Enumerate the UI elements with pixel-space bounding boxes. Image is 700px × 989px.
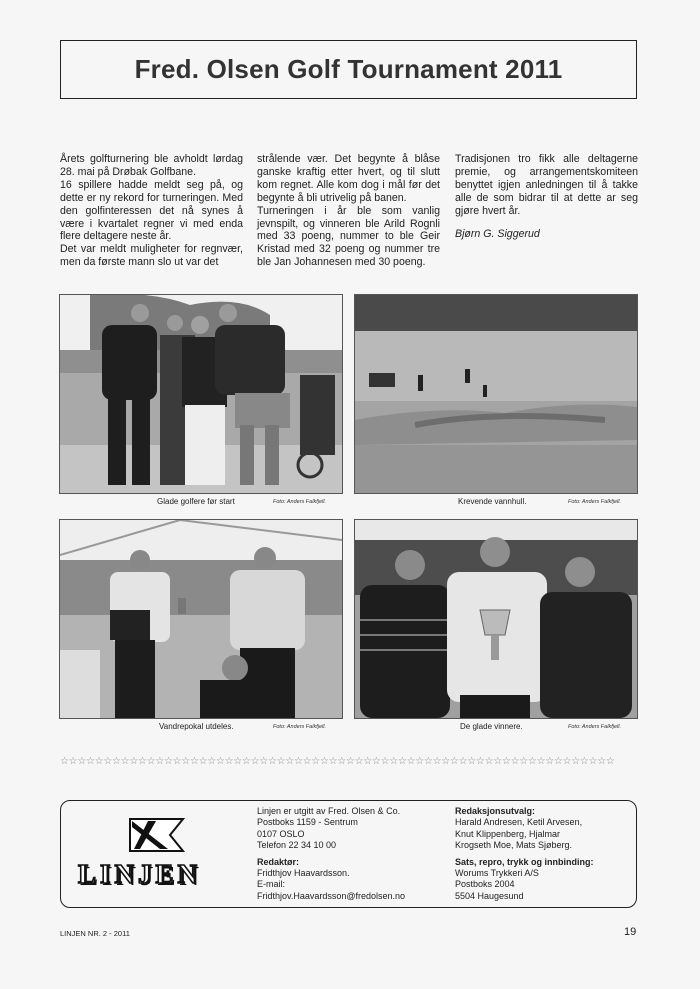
photo-credit: Foto: Anders Falkfjell. [568, 499, 621, 505]
linjen-logo [78, 815, 238, 895]
info-line: Postboks 2004 [455, 879, 515, 890]
print-heading: Sats, repro, trykk og innbinding: [455, 856, 594, 867]
page-title: Fred. Olsen Golf Tournament 2011 [134, 54, 563, 84]
info-line: Krogseth Moe, Mats Sjøberg. [455, 840, 573, 851]
publisher-info [257, 806, 447, 902]
info-line: 5504 Haugesund [455, 890, 524, 901]
photo-credit: Foto: Anders Falkfjell. [568, 724, 621, 730]
paragraph: Turneringen i år ble som vanlig jevnspilt, og vinneren ble Arild Rognli med 33 poeng, nummer to ble Geir Kristad med 32 poeng og nummer tre ble Jan Johannesen med 30 poeng. [257, 204, 440, 269]
photo-caption: Glade golfere før start [157, 497, 235, 506]
paragraph: 16 spillere hadde meldt seg på, og dette er ny rekord for turneringen. Med den golfinteressen det nå synes å være i kvartalet regner vi med enda flere deltagere neste år. [60, 178, 243, 243]
flag-icon [128, 815, 188, 855]
article-column-1 [60, 153, 243, 269]
photo-caption: Krevende vannhull. [458, 497, 527, 506]
info-line: Linjen er utgitt av Fred. Olsen & Co. [257, 806, 401, 816]
paragraph: Det var meldt muligheter for regnvær, men da første mann slo ut var det [60, 243, 243, 269]
info-line: Telefon 22 34 10 00 [257, 840, 337, 851]
editor-email: Fridthjov.Haavardsson@fredolsen.no [257, 890, 406, 901]
article-column-3 [455, 153, 638, 240]
page-number: 19 [624, 926, 637, 938]
editor-heading: Redaktør: [257, 856, 300, 867]
photo-golfers-before-start [59, 294, 343, 494]
committee-heading: Redaksjonsutvalg: [455, 806, 536, 816]
photo-credit: Foto: Anders Falkfjell. [273, 499, 326, 505]
info-line: 0107 OSLO [257, 828, 305, 839]
info-line: Harald Andresen, Ketil Arvesen, [455, 817, 583, 828]
logo-text: LINJEN [78, 859, 202, 889]
paragraph: Årets golfturnering ble avholdt lørdag 28. mai på Drøbak Golfbane. [60, 153, 243, 178]
photo-winners [354, 519, 638, 719]
info-line: Fridthjov Haavardsson. [257, 868, 350, 879]
committee-info [455, 806, 630, 902]
paragraph: strålende vær. Det begynte å blåse ganske kraftig etter hvert, og til slutt kom regnet. Alle kom dog i mål før det begynte å bli utrivelig på banen. [257, 153, 440, 204]
photo-trophy-handover [59, 519, 343, 719]
paragraph: Tradisjonen tro fikk alle deltagerne premie, og arrangementskomiteen benyttet igjen anledningen til å takke alle de som bidrar til at dette ar seg gjøre hvert år. [455, 153, 638, 217]
info-line: E-mail: [257, 879, 286, 890]
info-line: Knut Klippenberg, Hjalmar [455, 828, 561, 839]
photo-caption: De glade vinnere. [460, 722, 523, 731]
info-line: Postboks 1159 - Sentrum [257, 817, 358, 828]
photo-credit: Foto: Anders Falkfjell. [273, 724, 326, 730]
signature: Bjørn G. Siggerud [455, 227, 540, 240]
article-column-2 [257, 153, 440, 269]
photo-water-hole [354, 294, 638, 494]
issue-label: LINJEN NR. 2 - 2011 [60, 929, 130, 938]
title-box [60, 40, 637, 99]
star-divider: ☆☆☆☆☆☆☆☆☆☆☆☆☆☆☆☆☆☆☆☆☆☆☆☆☆☆☆☆☆☆☆☆☆☆☆☆☆☆☆☆☆☆☆☆☆☆☆☆☆☆☆☆☆☆☆☆☆☆☆☆☆☆☆☆ [60, 756, 615, 767]
photo-caption: Vandrepokal utdeles. [159, 722, 234, 731]
info-line: Worums Trykkeri A/S [455, 868, 539, 879]
